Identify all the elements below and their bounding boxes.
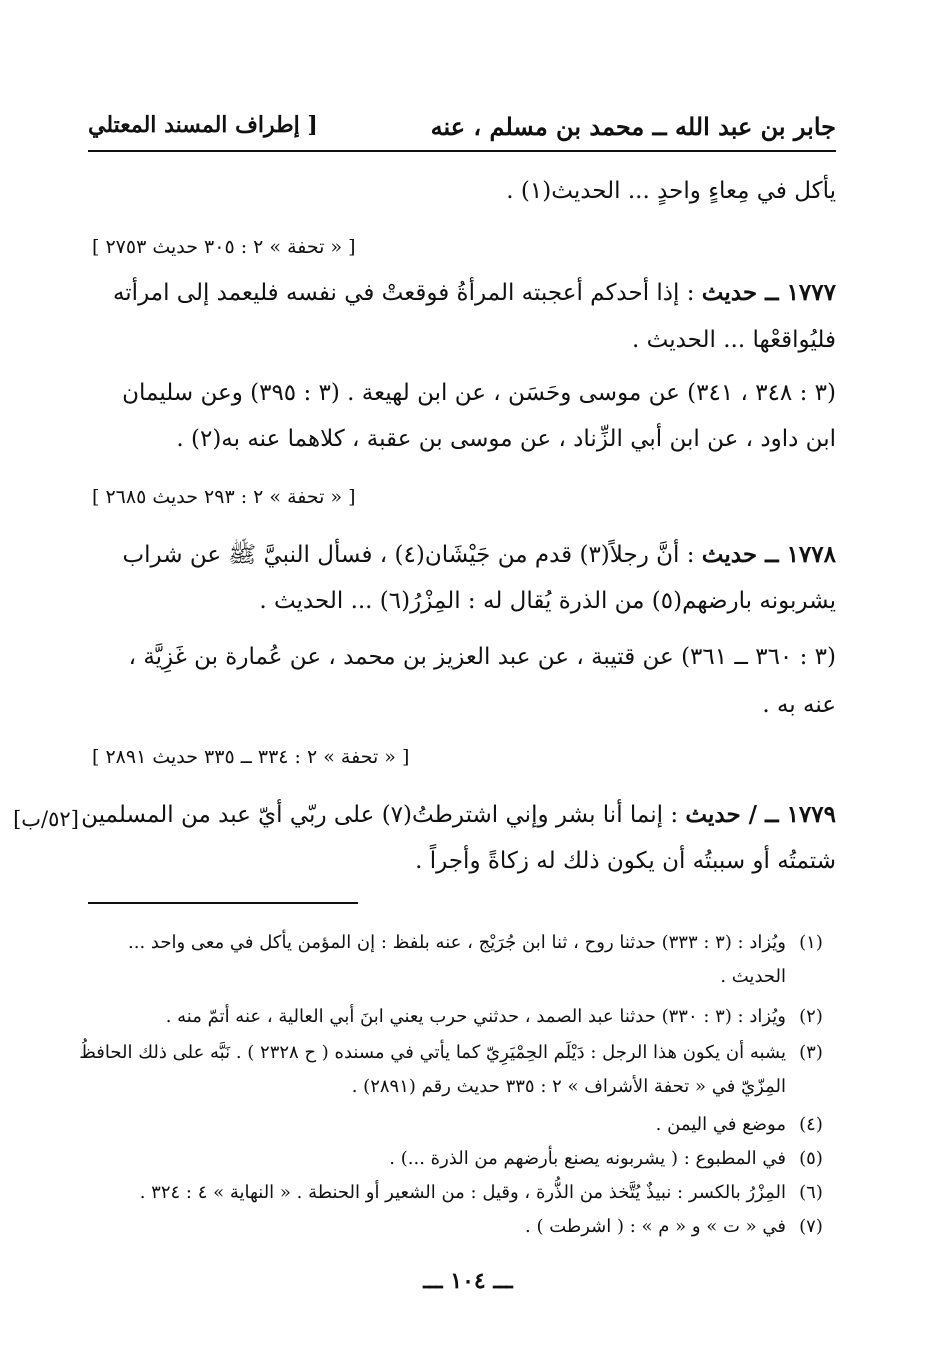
footnote-text: المِزّيّ في « تحفة الأشراف » ٢ : ٣٣٥ حديث رقم (٢٨٩١) . <box>351 1076 786 1097</box>
running-head-left: [ إطراف المسند المعتلي <box>88 112 318 138</box>
hadith-text: : إذا أحدكم أعجبته المرأةُ فوقعتْ في نفسه فليعمد إلى امرأته <box>112 280 695 306</box>
footnote-text: في المطبوع : ( يشربونه يصنع بأرضهم من الذرة ...) . <box>389 1148 786 1169</box>
isnad-line: عنه به . <box>762 692 836 718</box>
footnote-number: (٧) <box>799 1216 823 1237</box>
isnad-line: (٣ : ٣٦٠ ــ ٣٦١) عن قتيبة ، عن عبد العزيز بن محمد ، عن عُمارة بن غَزِيَّة ، <box>128 644 836 670</box>
footnote-number: (٤) <box>799 1114 823 1135</box>
text-line: يشربونه بارضهم(٥) من الذرة يُقال له : المِزْرُ(٦) ... الحديث . <box>259 588 836 614</box>
footnote <box>88 964 836 990</box>
footnote-text: ويُزاد : (٣ : ٣٣٠) حدثنا عبد الصمد ، حدثني حرب يعني ابنَ أبي العالية ، عنه أتمّ منه . <box>165 1006 786 1027</box>
hadith-number: ١٧٧٩ ــ / حديث <box>685 801 836 828</box>
footnote <box>88 1004 836 1030</box>
text-line: فليُواقعْها ... الحديث . <box>631 327 836 353</box>
hadith-1777-line <box>88 278 836 308</box>
hadith-1779-line <box>81 800 836 830</box>
hadith-number: ١٧٧٧ ــ حديث <box>701 279 836 306</box>
hadith-1778-line <box>88 540 836 570</box>
hadith-text: : إنما أنا بشر وإني اشترطتُ(٧) على ربّي أيّ عبد من المسلمين <box>81 802 679 828</box>
footnote-number: (٢) <box>799 1006 823 1027</box>
footnote-number: (٣) <box>799 1042 823 1063</box>
footnote-number: (٦) <box>799 1182 823 1203</box>
footnote-rule <box>88 902 358 904</box>
footnote-text: ويُزاد : (٣ : ٣٣٣) حدثنا روح ، ثنا ابن جُرَيْج ، عنه بلفظ : إن المؤمن يأكل في معى واحد ... <box>128 932 786 953</box>
isnad-line: (٣ : ٣٤٨ ، ٣٤١) عن موسى وحَسَن ، عن ابن لهيعة . (٣ : ٣٩٥) وعن سليمان <box>122 380 836 406</box>
footnote-text: يشبه أن يكون هذا الرجل : دَيْلَم الحِمْيَرِيّ كما يأتي في مسنده ( ح ٢٣٢٨ ) . نَبَّه على ذلك الحافظُ <box>79 1042 786 1063</box>
isnad-line: ابن داود ، عن ابن أبي الزِّناد ، عن موسى بن عقبة ، كلاهما عنه به(٢) . <box>176 426 836 452</box>
manuscript-folio-marker: [٥٢/ب] <box>13 807 79 831</box>
footnote <box>88 1146 836 1172</box>
tuhfa-reference: [ « تحفة » ٢ : ٢٩٣ حديث ٢٦٨٥ ] <box>92 486 356 508</box>
header-rule <box>88 150 836 152</box>
hadith-text: : أنَّ رجلاً(٣) قدم من جَيْشَان(٤) ، فسأل النبيَّ ﷺ عن شراب <box>122 542 695 568</box>
page-number: ـــ ١٠٤ ـــ <box>423 1268 513 1294</box>
footnote-number: (٥) <box>799 1148 823 1169</box>
footnote-text: في « ت » و « م » : ( اشرطت ) . <box>525 1216 786 1237</box>
tuhfa-reference: [ « تحفة » ٢ : ٣٣٤ ــ ٣٣٥ حديث ٢٨٩١ ] <box>92 746 410 768</box>
footnote-text: الحديث . <box>720 966 786 987</box>
footnote <box>88 1180 836 1206</box>
running-head-right: جابر بن عبد الله ــ محمد بن مسلم ، عنه <box>430 112 836 141</box>
footnote-text: المِزْرُ بالكسر : نبيذٌ يُتَّخذ من الذُّرة ، وقيل : من الشعير أو الحنطة . « النهاية » ٤ : ٣٢٤ . <box>139 1182 786 1203</box>
footnote <box>88 930 836 956</box>
footnote <box>88 1214 836 1240</box>
footnote-text: موضع في اليمن . <box>655 1114 786 1135</box>
text-line: شتمتُه أو سببتُه أن يكون ذلك له زكاةً وأجراً . <box>415 848 836 874</box>
footnote <box>88 1112 836 1138</box>
hadith-number: ١٧٧٨ ــ حديث <box>701 541 836 568</box>
tuhfa-reference: [ « تحفة » ٢ : ٣٠٥ حديث ٢٧٥٣ ] <box>92 236 356 258</box>
footnote <box>88 1074 836 1100</box>
text-line: يأكل في مِعاءٍ واحدٍ ... الحديث(١) . <box>506 178 836 204</box>
footnote <box>79 1040 836 1066</box>
footnote-number: (١) <box>799 932 823 953</box>
